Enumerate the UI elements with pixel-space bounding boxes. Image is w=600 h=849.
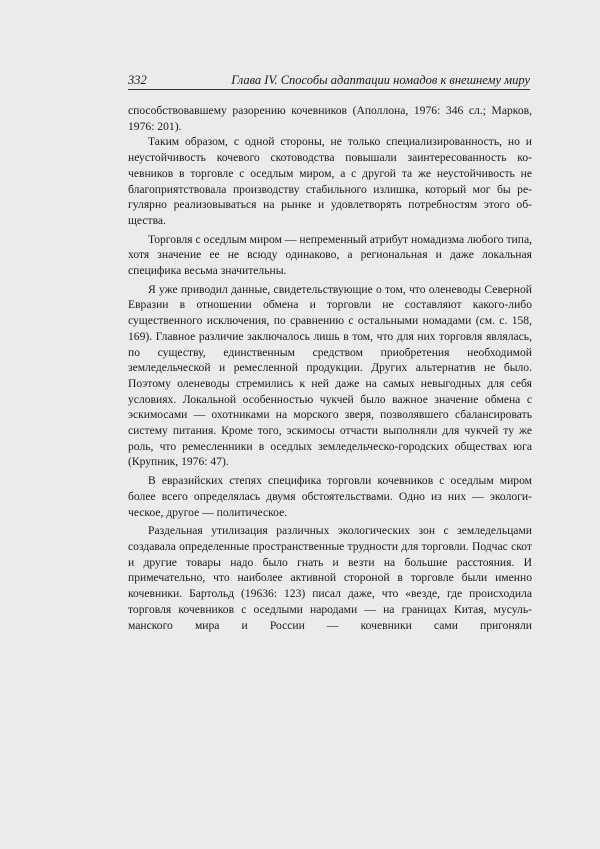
- paragraph-continuation: способствовавшему разорению кочевников (Аполлона, 1976: 346 сл.; Марков, 1976: 201).: [128, 104, 532, 133]
- page-body: [128, 103, 532, 633]
- paragraph: Раздельная утилизация различных экологических зон с земледельцами создавала определенные пространственные трудности для торговли. Подчас скот и другие товары надо было гнать и везти на большие расстояния. И примечательно, что наиболее активной стороной в торговле были именно кочевники. Бартольд (19636: 123) писал даже, что «везде, где происходила торговля кочевников с оседлыми народами — на границах Китая, мусульманского мира и России — кочевники сами пригоняли: [128, 524, 532, 632]
- paragraph: Таким образом, с одной стороны, не только специализированность, но и неустойчивость кочевого скотоводства повышали заинтересованность кочевников в торговле с оседлым миром, а с другой та же неустойчивость не благоприятствовала производству стабильного излишка, который мог бы регулярно реализовываться на рынке и удовлетворять потребностям этого общества.: [128, 135, 532, 227]
- paragraph: Торговля с оседлым миром — непременный атрибут номадизма любого типа, хотя значение ее не всюду одинаково, а региональная и даже локальная специфика весьма значительны.: [128, 232, 532, 278]
- paragraph: Я уже приводил данные, свидетельствующие о том, что оленеводы Северной Евразии в отношении обмена и торговли не составляют какого-либо существенного исключения, по сравнению с остальными номадами (см. с. 158, 169). Главное различие заключалось лишь в том, что для них торговля являлась, по существу, единственным средством приобретения необходимой земледельческой и ремесленной продукции. Других альтернатив не было. Поэтому оленеводы стремились к ней даже на самых невыгодных для себя условиях. Локальной особенностью чукчей было важное значение обмена с эскимосами — охотниками на морского зверя, позволявшего сбалансировать систему питания. Кроме того, эскимосы отчасти выполняли для чукчей ту же роль, что ремесленники в оседлых земледельческо-городских обществах юга (Крупник, 1976: 47).: [128, 282, 532, 469]
- running-header: [128, 72, 530, 90]
- page-number: 332: [128, 73, 147, 87]
- running-title: Глава IV. Способы адаптации номадов к внешнему миру: [231, 73, 530, 87]
- paragraph: В евразийских степях специфика торговли кочевников с оседлым миром более всего определялась двумя обстоятельствами. Одно из них — экологическое, другое — политическое.: [128, 474, 532, 519]
